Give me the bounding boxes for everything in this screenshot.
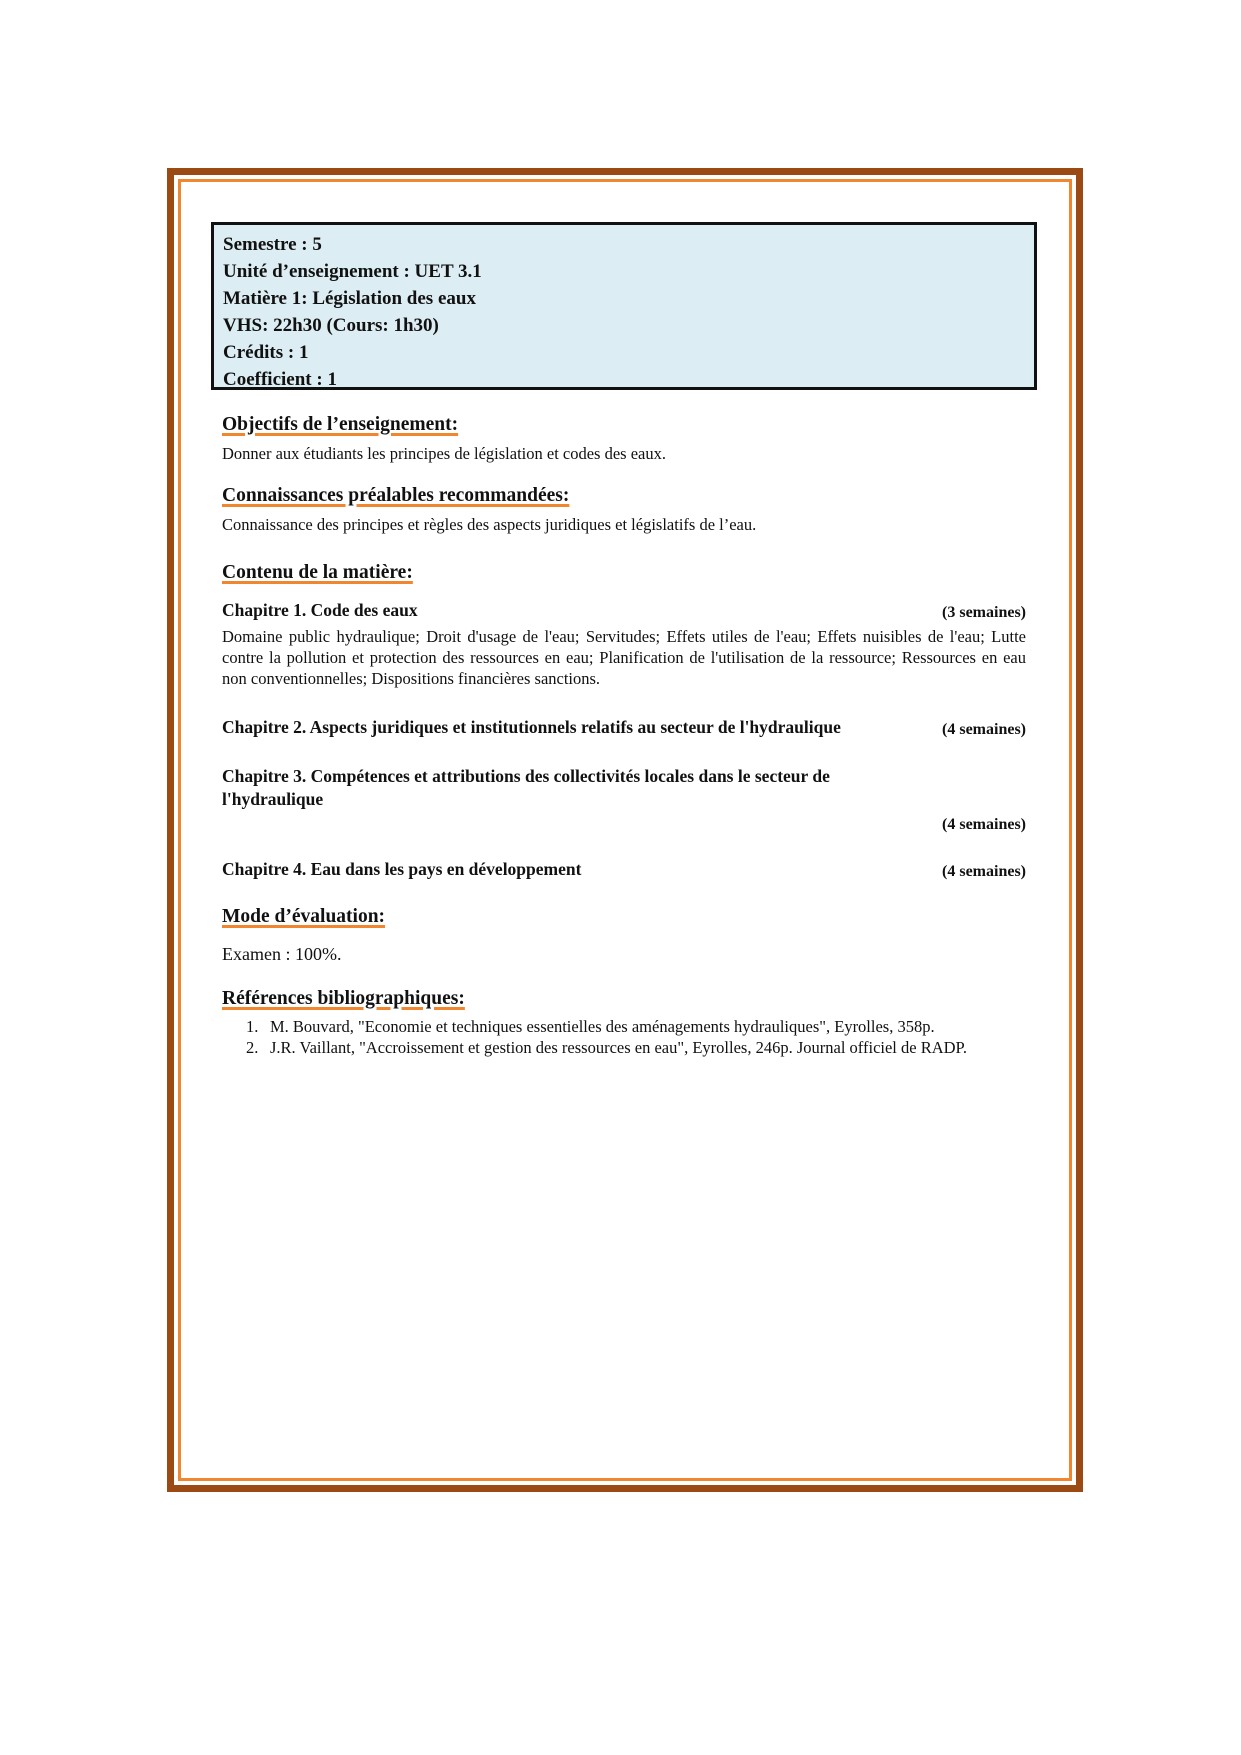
chapter-1-duration: (3 semaines) (942, 604, 1026, 621)
reference-text: J.R. Vaillant, "Accroissement et gestion des ressources en eau", Eyrolles, 246p. Journal officiel de RADP. (270, 1038, 968, 1057)
credits-line: Crédits : 1 (223, 342, 309, 363)
chapter-4-duration: (4 semaines) (942, 863, 1026, 880)
reference-item (222, 1016, 1026, 1037)
chapter-2-title: Chapitre 2. Aspects juridiques et institutionnels relatifs au secteur de l'hydraulique (222, 717, 841, 737)
evaluation-heading: Mode d’évaluation: (222, 906, 386, 927)
chapter-4-title: Chapitre 4. Eau dans les pays en développement (222, 859, 582, 879)
objectifs-heading: Objectifs de l’enseignement: (222, 414, 459, 435)
chapter-1-row (222, 599, 1026, 622)
chapter-3-duration: (4 semaines) (942, 816, 1026, 833)
reference-number: 2. (246, 1038, 259, 1057)
references-list (222, 1016, 1026, 1058)
coefficient-line: Coefficient : 1 (223, 369, 337, 390)
reference-item (222, 1037, 1026, 1058)
connaissances-text: Connaissance des principes et règles des aspects juridiques et législatifs de l’eau. (222, 515, 757, 534)
chapter-2-duration: (4 semaines) (942, 721, 1026, 738)
unite-line: Unité d’enseignement : UET 3.1 (223, 261, 482, 282)
chapter-4-row (222, 858, 1026, 881)
connaissances-heading: Connaissances préalables recommandées: (222, 485, 570, 506)
reference-text: M. Bouvard, "Economie et techniques essentielles des aménagements hydrauliques", Eyrolles, 358p. (270, 1017, 935, 1036)
chapter-3-title: Chapitre 3. Compétences et attributions des collectivités locales dans le secteur de l'hydraulique (222, 766, 830, 809)
vhs-line: VHS: 22h30 (Cours: 1h30) (223, 315, 439, 336)
reference-number: 1. (246, 1017, 259, 1036)
course-header-box (211, 222, 1037, 390)
objectifs-text: Donner aux étudiants les principes de législation et codes des eaux. (222, 444, 666, 463)
chapter-1-text: Domaine public hydraulique; Droit d'usage de l'eau; Servitudes; Effets utiles de l'eau; Effets nuisibles de l'eau; Lutte contre la pollution et protection des ressources en eau; Planification de l'utilisation de la ressource; Ressources en eau non conventionnelles; Dispositions financières sanctions. (222, 627, 1026, 688)
evaluation-text: Examen : 100%. (222, 944, 342, 964)
matiere-line: Matière 1: Législation des eaux (223, 288, 476, 309)
chapter-2-row (222, 716, 1026, 739)
contenu-heading: Contenu de la matière: (222, 562, 413, 583)
chapter-3-row (222, 765, 1026, 833)
references-heading: Références bibliographiques: (222, 988, 465, 1009)
semestre-line: Semestre : 5 (223, 234, 322, 255)
chapter-1-title: Chapitre 1. Code des eaux (222, 600, 418, 620)
